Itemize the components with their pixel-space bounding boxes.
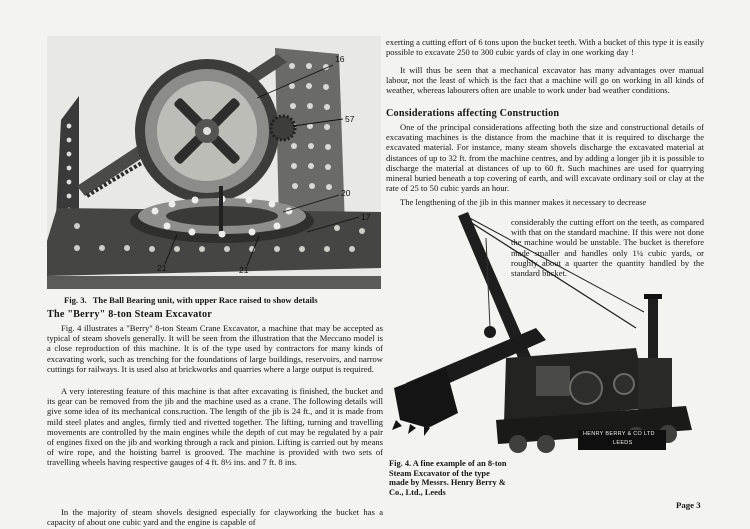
paragraph-fig4-intro bbox=[47, 323, 383, 374]
callout-16: 16 bbox=[335, 54, 345, 64]
figure-3-caption bbox=[64, 295, 384, 305]
figure-3-caption-text: The Ball Bearing unit, with upper Race raised to show details bbox=[92, 295, 318, 305]
paragraph-lengthening-jib-wrapped bbox=[511, 217, 704, 278]
paragraph-text: Fig. 4 illustrates a "Berry" 8-ton Steam Crane Excavator, a machine that may be accepted as typical of steam shovels generally. It will be seen from the illustration that the Meccano model is a close reproduction of this machine. It is of the type used by contractors for many kinds of excavating work, such as trenching for the foundations of large buildings, reservoirs, and narrow cuttings for railways. It is used also at brickworks and quarries where a large output is required. bbox=[47, 323, 383, 374]
paragraph-cutting-effort-continued bbox=[386, 37, 704, 57]
callout-17: 17 bbox=[361, 212, 371, 222]
figure-4-caption: Fig. 4. A fine example of an 8-ton Steam Excavator of the type made by Messrs. Henry Berry & Co., Ltd., Leeds bbox=[389, 459, 507, 497]
paragraph-text: In the majority of steam shovels designed especially for clayworking the bucket has a capacity of about one cubic yard and the engine is capable of bbox=[47, 507, 383, 528]
paragraph-interesting-feature bbox=[47, 386, 383, 468]
callout-20: 20 bbox=[341, 188, 351, 198]
paragraph-majority-steam-shovels bbox=[47, 507, 383, 527]
figure-3-ball-bearing-photo bbox=[47, 36, 381, 289]
nameplate-text-company: HENRY BERRY & CO LTD bbox=[583, 431, 655, 437]
page-number: Page 3 bbox=[676, 500, 701, 510]
nameplate-text-city: LEEDS bbox=[613, 440, 633, 446]
paragraph-mechanical-advantages bbox=[386, 65, 704, 96]
paragraph-text: A very interesting feature of this machine is that after excavating is finished, the bucket and its gear can be removed from the jib and the machine used as a crane. The following details will give some idea of its mechanical cons.ruction. The length of the jib is 24 ft., and it is made from mild steel plates and angles, firmly tied and rivetted together. The lifting, turning and travelling movements are controlled by the main engines while the depth of cut may be regulated by a pair of engines fixed on the jib and working through a rack and pinion. Lifting is carried out by means of wire rope, and the hoisting barrel is grooved. The machine is provided with two sets of travelling wheels having respective gauges of 4 ft. 8½ ins. and 7 ft. 8 ins. bbox=[47, 386, 383, 468]
callout-21-left: 21 bbox=[157, 263, 167, 273]
paragraph-principal-considerations bbox=[386, 122, 704, 193]
paragraph-text: One of the principal considerations affecting both the size and constructional details of excavating machines is the distance from the machine that it is required to discharge the excavated material. For instance, many steam shovels discharge the excavated material at distances of up to 32 ft. from the machine centres, and by adding a longer jib it is possible to discharge the material at distances of up to 60 ft. Such machines are used for quarrying mineral buried beneath a top covering of earth, and will excavate ordinary soil or clay at the rate of 25 to 50 cubic yards an hour. bbox=[386, 122, 704, 194]
section-heading-considerations: Considerations affecting Construction bbox=[386, 108, 560, 119]
paragraph-text: exerting a cutting effort of 6 tons upon the bucket teeth. With a bucket of this type it is easily possible to excavate 250 to 300 cubic yards of clay in one working day ! bbox=[386, 37, 704, 58]
callout-57: 57 bbox=[345, 114, 355, 124]
paragraph-text: The lengthening of the jib in this manner makes it necessary to decrease bbox=[400, 197, 647, 207]
callout-21-right: 21 bbox=[239, 265, 249, 275]
section-heading-berry-excavator: The "Berry" 8-ton Steam Excavator bbox=[47, 309, 213, 320]
paragraph-text: It will thus be seen that a mechanical excavator has many advantages over manual labour, not the least of which is the fact that a machine will go on working in all kinds of weather, whereas labourers often are unable to work under bad weather conditions. bbox=[386, 65, 704, 96]
paragraph-lengthening-jib-first-line bbox=[386, 197, 704, 207]
paragraph-text: considerably the cutting effort on the teeth, as compared with that on the standard machine. If this were not done the machine would be unstable. The bucket is therefore made smaller and handles only 1¼ cubic yards, or roughly about a quarter the quantity handled by the standard bucket. bbox=[511, 217, 704, 279]
figure-3-label: Fig. 3. bbox=[64, 295, 87, 305]
